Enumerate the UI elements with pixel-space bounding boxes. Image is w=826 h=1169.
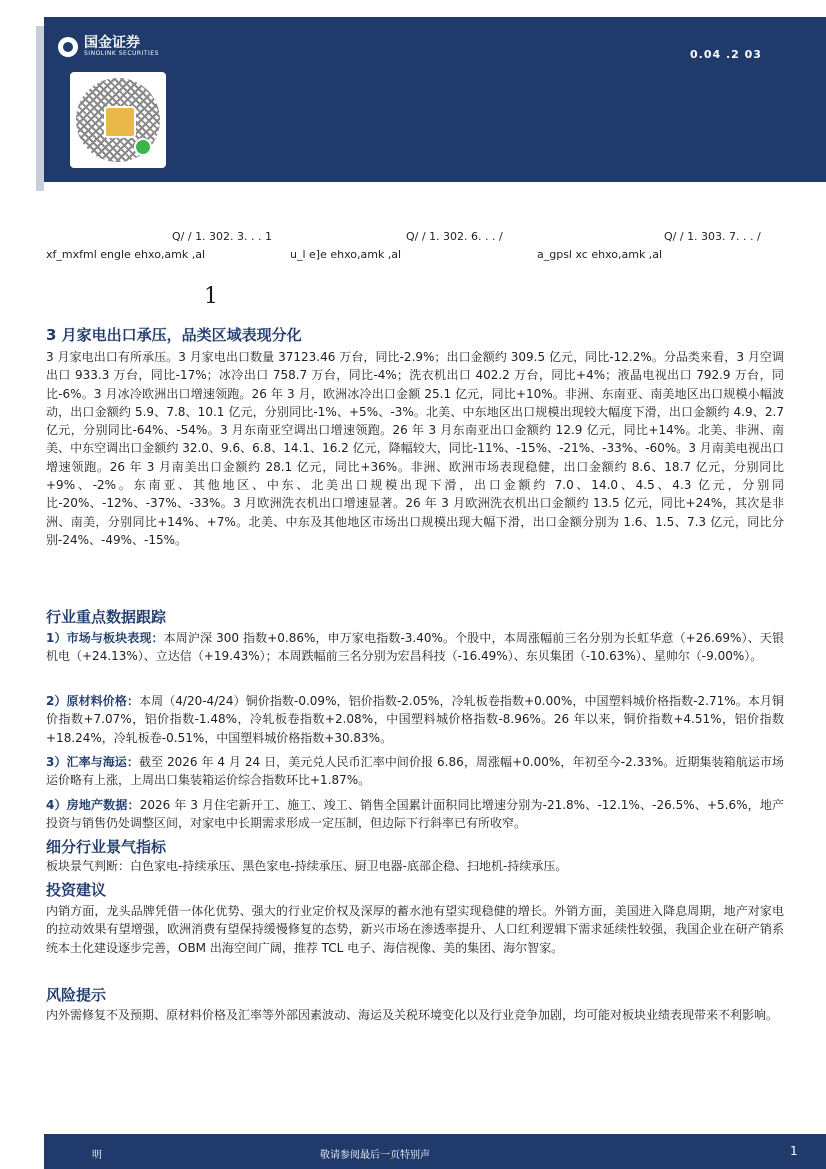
section-title-risk: 风险提示	[46, 986, 107, 1004]
logo-cn-text: 国金证券	[84, 35, 140, 51]
tracking-item-label: 2）原材料价格：	[46, 694, 140, 708]
tracking-item-text: 本周沪深 300 指数+0.86%，申万家电指数-3.40%。个股中，本周涨幅前三名分别为长虹华意（+26.69%）、天银机电（+24.13%）、立达信（+19.43%）；本周跌幅前三名分别为宏昌科技（-16.49%）、东贝集团（-10.63%）、星帅尔（-9.00%）。	[46, 631, 784, 664]
section-body-export: 3 月家电出口有所承压。3 月家电出口数量 37123.46 万台，同比-2.9%；出口金额约 309.5 亿元，同比-12.2%。分品类来看，3 月空调出口 933.3 万台，同比-17%；冰冷出口 758.7 万台，同比-4%；洗衣机出口 402.2 万台，同比+4%；液晶电视出口 792.9 万台，同比-6%。3 月冰冷欧洲出口增速领跑。26 年 3 月，欧洲冰冷出口金额 25.1 亿元，同比+10%。非洲、东南亚、南美地区出口规模小幅波动，出口金额约 5.9、7.8、10.1 亿元，分别同比-1%、+5%、-3%。北美、中东地区出口规模出现较大幅度下滑，出口金额约 4.9、2.7 亿元，分别同比-64%、-54%。3 月东南亚空调出口增速领跑。26 年 3 月东南亚出口金额约 12.9 亿元，同比+14%。北美、非洲、南美、中东空调出口金额约 32.0、9.6、6.8、14.1、16.2 亿元，降幅较大，同比-11%、-15%、-21%、-33%、-60%。3 月南美电视出口增速领跑。26 年 3 月南美出口金额约 28.1 亿元，同比+36%。非洲、欧洲市场表现稳健，出口金额约 8.6、18.7 亿元，分别同比+9%、-2%。东南亚、其他地区、中东、北美出口规模出现下滑，出口金额约 7.0、14.0、4.5、4.3 亿元，分别同比-20%、-12%、-37%、-33%。3 月欧洲洗衣机出口增速显著。26 年 3 月欧洲洗衣机出口金额约 13.5 亿元，同比+24%，其次是非洲、南美，分别同比+14%、+7%。北美、中东及其他地区市场出口规模出现大幅下滑，出口金额分别为 1.6、1.5、7.3 亿元，同比分别-24%、-49%、-15%。	[46, 350, 784, 547]
qr-code-icon	[70, 72, 166, 168]
tracking-item-label: 1）市场与板块表现：	[46, 631, 164, 645]
footer-left-text: 明	[92, 1150, 102, 1161]
tracking-item-1	[46, 629, 784, 666]
section-title-export: 3 月家电出口承压，品类区域表现分化	[46, 326, 302, 344]
wechat-icon	[134, 138, 152, 156]
tracking-item-text: 截至 2026 年 4 月 24 日，美元兑人民币汇率中间价报 6.86，周涨幅+0.00%，年初至今-2.33%。近期集装箱航运市场运价略有上涨，上周出口集装箱运价综合指数环比+1.87%。	[46, 755, 784, 788]
qr-center-logo-icon	[104, 106, 136, 138]
header-shadow	[36, 26, 44, 191]
index-value-3: Q/ / 1. 303. 7. . . /	[664, 230, 761, 243]
index-label-2: u_l e]e ehxo,amk ,al	[290, 248, 402, 261]
index-label-1: xf_mxfml engle ehxo,amk ,al	[46, 248, 206, 261]
page-number: 1	[790, 1144, 798, 1158]
index-label-3: a_gpsl xc ehxo,amk ,al	[537, 248, 663, 261]
logo-mark-icon	[58, 37, 78, 57]
section-body-investment: 内销方面，龙头品牌凭借一体化优势、强大的行业定价权及深厚的蓄水池有望实现稳健的增长。外销方面，美国进入降息周期，地产对家电的拉动效果有望增强，欧洲消费有望保持缓慢修复的态势，新兴市场在渗透率提升、人口红利逻辑下需求延续性较强，我国企业在研产销系统本土化建设逐步完善，OBM 出海空间广阔，推荐 TCL 电子、海信视像、美的集团、海尔智家。	[46, 904, 784, 955]
tracking-item-text: 2026 年 3 月住宅新开工、施工、竣工、销售全国累计面积同比增速分别为-21.8%、-12.1%、-26.5%、+5.6%，地产投资与销售仍处调整区间，对家电中长期需求形成一定压制，但边际下行斜率已有所收窄。	[46, 798, 785, 831]
section-title-sentiment: 细分行业景气指标	[46, 838, 167, 856]
brand-logo	[58, 36, 159, 58]
report-code: 0.04 .2 03	[690, 48, 762, 61]
index-value-1: Q/ / 1. 302. 3. . . 1	[172, 230, 273, 243]
tracking-item-2	[46, 692, 784, 747]
footer-disclaimer-text: 敬请参阅最后一页特别声	[320, 1150, 430, 1161]
section-body-risk: 内外需修复不及预期、原材料价格及汇率等外部因素波动、海运及关税环境变化以及行业竞争加剧，均可能对板块业绩表现带来不利影响。	[46, 1008, 779, 1022]
tracking-item-4	[46, 796, 784, 833]
logo-en-text: SINOLINK SECURITIES	[84, 50, 159, 57]
section-title-investment: 投资建议	[46, 881, 107, 899]
report-footer-band	[44, 1134, 826, 1169]
section-title-tracking: 行业重点数据跟踪	[46, 608, 167, 626]
tracking-item-label: 4）房地产数据：	[46, 798, 140, 812]
tracking-item-3	[46, 753, 784, 790]
tracking-item-text: 本周（4/20-4/24）铜价指数-0.09%，铝价指数-2.05%，冷轧板卷指数+0.00%，中国塑料城价格指数-2.71%。本月铜价指数+7.07%，铝价指数-1.48%，冷轧板卷指数+2.08%，中国塑料城价格指数-8.96%。26 年以来，铜价指数+4.51%，铝价指数+18.24%，冷轧板卷-0.51%，中国塑料城价格指数+30.83%。	[46, 694, 784, 745]
index-value-2: Q/ / 1. 302. 6. . . /	[406, 230, 503, 243]
section-body-sentiment: 板块景气判断：白色家电-持续承压、黑色家电-持续承压、厨卫电器-底部企稳、扫地机-持续承压。	[46, 859, 568, 873]
big-number: 1	[204, 284, 218, 309]
tracking-item-label: 3）汇率与海运：	[46, 755, 139, 769]
